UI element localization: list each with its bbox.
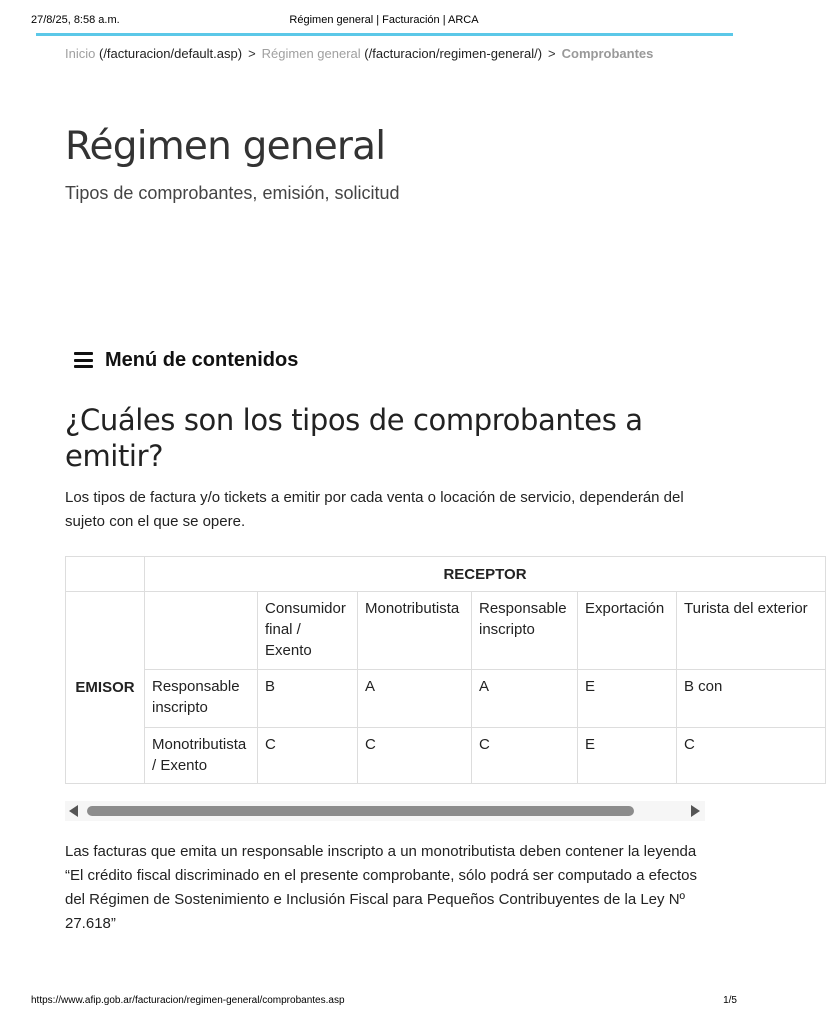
table-cell: A bbox=[472, 670, 578, 728]
accent-divider bbox=[36, 33, 733, 36]
column-header: Exportación bbox=[578, 592, 677, 670]
menu-contents-button[interactable] bbox=[74, 346, 298, 374]
section-heading: ¿Cuáles son los tipos de comprobantes a emitir? bbox=[65, 403, 643, 473]
hamburger-icon bbox=[74, 352, 93, 368]
page-title: Régimen general bbox=[65, 124, 386, 169]
table-cell: C bbox=[677, 728, 826, 784]
print-title: Régimen general | Facturación | ARCA bbox=[289, 14, 479, 26]
comprobantes-table bbox=[65, 556, 826, 784]
print-header bbox=[0, 14, 768, 30]
arrow-left-icon[interactable] bbox=[69, 805, 78, 817]
table-horizontal-scrollbar[interactable] bbox=[65, 801, 705, 821]
table-header-row bbox=[66, 557, 826, 592]
table-columns-row bbox=[66, 592, 826, 670]
breadcrumb bbox=[65, 46, 675, 64]
breadcrumb-link-inicio[interactable]: Inicio bbox=[65, 46, 96, 61]
emisor-header: EMISOR bbox=[66, 592, 145, 784]
table-row bbox=[66, 728, 826, 784]
table-cell: B bbox=[258, 670, 358, 728]
scrollbar-thumb[interactable] bbox=[87, 806, 634, 816]
breadcrumb-link-regimen-general[interactable]: Régimen general bbox=[261, 46, 361, 61]
comprobantes-table-container[interactable] bbox=[65, 556, 808, 784]
breadcrumb-href-regimen-general: (/facturacion/regimen-general/) bbox=[364, 46, 543, 61]
legend-note: Las facturas que emita un responsable inscripto a un monotributista deben contener la leyenda “El crédito fiscal discriminado en el presente comprobante, sólo podrá ser computado a efectos del Régimen de Sostenimiento e Inclusión Fiscal para Pequeños Contribuyentes de la Ley Nº 27.618” bbox=[65, 843, 697, 932]
table-cell: A bbox=[358, 670, 472, 728]
column-header: Turista del exterior bbox=[677, 592, 826, 670]
column-header: Consumidor final / Exento bbox=[258, 592, 358, 670]
print-url: https://www.afip.gob.ar/facturacion/regimen-general/comprobantes.asp bbox=[31, 995, 345, 1006]
table-cell: E bbox=[578, 670, 677, 728]
table-cell: C bbox=[258, 728, 358, 784]
table-cell: B con bbox=[677, 670, 826, 728]
print-page-number: 1/5 bbox=[723, 995, 737, 1006]
menu-contents-label: Menú de contenidos bbox=[105, 348, 299, 371]
page-subtitle: Tipos de comprobantes, emisión, solicitud bbox=[65, 183, 400, 203]
section-intro: Los tipos de factura y/o tickets a emitir por cada venta o locación de servicio, dependerán del sujeto con el que se opere. bbox=[65, 489, 684, 530]
table-cell: C bbox=[472, 728, 578, 784]
arrow-right-icon[interactable] bbox=[691, 805, 700, 817]
table-corner-cell bbox=[66, 557, 145, 592]
table-cell: E bbox=[578, 728, 677, 784]
breadcrumb-href-inicio: (/facturacion/default.asp) bbox=[98, 46, 243, 61]
breadcrumb-separator: > bbox=[248, 46, 256, 61]
column-header: Monotributista bbox=[358, 592, 472, 670]
row-label: Monotributista / Exento bbox=[145, 728, 258, 784]
row-label: Responsable inscripto bbox=[145, 670, 258, 728]
receptor-header: RECEPTOR bbox=[145, 557, 826, 592]
breadcrumb-separator: > bbox=[548, 46, 556, 61]
table-row bbox=[66, 670, 826, 728]
table-cell: C bbox=[358, 728, 472, 784]
column-header: Responsable inscripto bbox=[472, 592, 578, 670]
breadcrumb-current: Comprobantes bbox=[561, 46, 654, 61]
print-date: 27/8/25, 8:58 a.m. bbox=[31, 14, 120, 26]
table-empty-cell bbox=[145, 592, 258, 670]
